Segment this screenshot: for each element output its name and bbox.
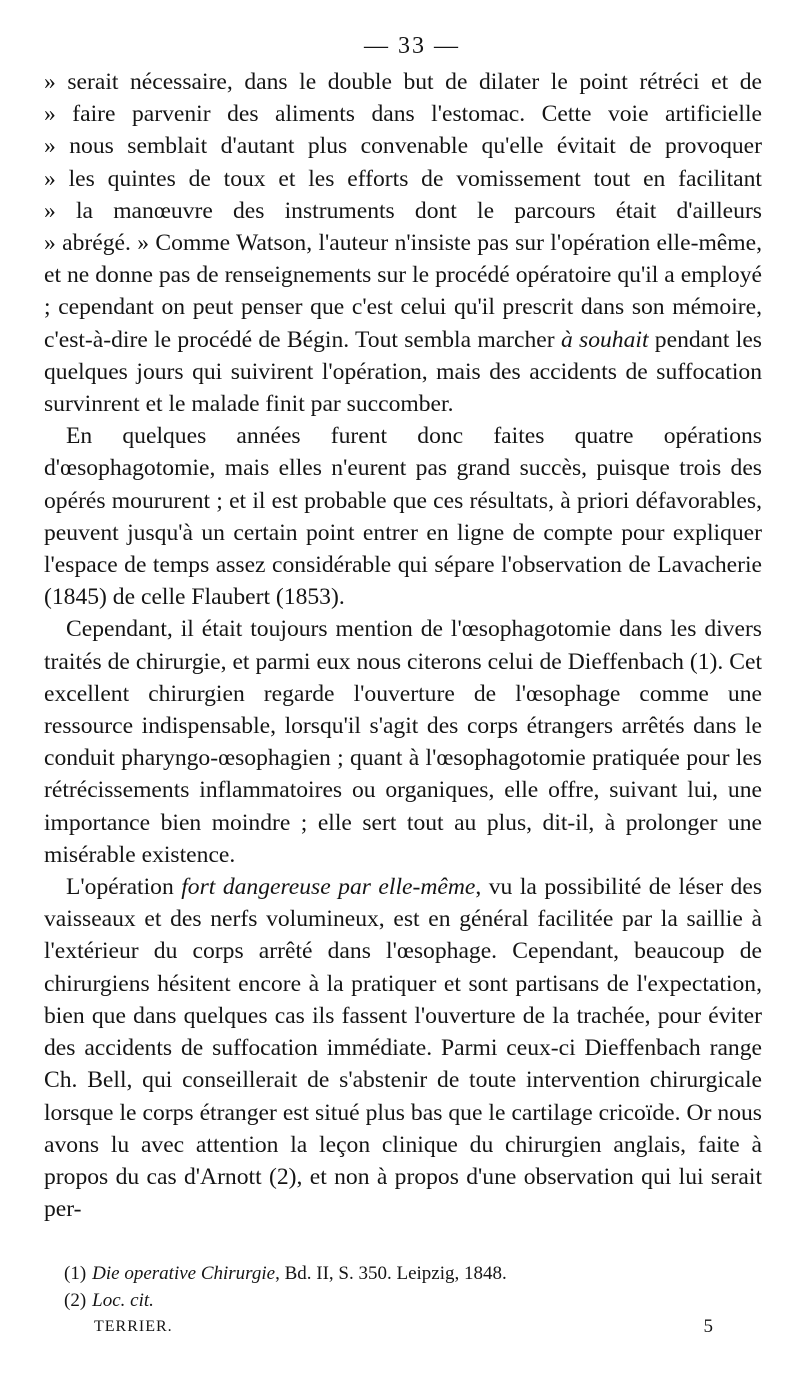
paragraph-quote-continuation	[44, 66, 762, 420]
text-run: pendant les quelques jours qui suivirent l'opération, mais des accidents de suffocation survinrent et le malade finit par succomber.	[44, 326, 762, 418]
body-text	[44, 66, 762, 1225]
paragraph-operation-danger	[44, 871, 762, 1225]
italic-phrase: à souhait	[560, 326, 649, 353]
text-line: » serait nécessaire, dans le double but de dilater le point rétréci et de	[44, 69, 762, 95]
text-run: L'opération	[66, 874, 182, 901]
footnote-2	[64, 1287, 507, 1314]
paragraph-oesophagotomy-results: En quelques années furent donc faites quatre opérations d'œsophagotomie, mais elles n'eurent pas grand succès, puisque trois des opérés moururent ; et il est probable que ces résultats, à priori défavorables, peuvent jusqu'à un certain point entrer en ligne de compte pour expliquer l'espace de temps assez considérable qui sépare l'observation de Lavacherie (1845) de celle Flaubert (1853).	[44, 423, 762, 611]
footnote-mark: (1)	[64, 1263, 87, 1284]
paragraph-dieffenbach: Cependant, il était toujours mention de l'œsophagotomie dans les divers traités de chirurgie, et parmi eux nous citerons celui de Dieffenbach (1). Cet excellent chirurgien regarde l'ouverture de l'œsophage comme une ressource indispensable, lorsqu'il s'agit des corps étrangers arrêtés dans le conduit pharyngo-œsophagien ; quant à l'œsophagotomie pratiquée pour les rétrécissements inflammatoires ou organiques, elle offre, suivant lui, une importance bien moindre ; elle sert tout au plus, dit-il, à prolonger une misérable existence.	[44, 616, 762, 868]
signature-line	[94, 1318, 714, 1336]
text-block	[44, 227, 762, 420]
text-line: » la manœuvre des instruments dont le parcours était d'ailleurs	[44, 197, 762, 224]
footnote-1	[64, 1260, 507, 1287]
footnote-title: Die operative Chirurgie	[92, 1263, 276, 1284]
footnote-mark: (2)	[64, 1290, 87, 1311]
text-run: » abrégé. » Comme Watson, l'auteur n'insiste pas sur l'opération elle-même, et ne donne pas de renseignements sur le procédé opératoire qu'il a employé ; cependant on peut penser que c'est celui qu'il prescrit dans son mémoire, c'est-à-dire le procédé de Bégin. Tout sembla marcher	[44, 230, 762, 353]
signature-label: TERRIER.	[94, 1318, 173, 1335]
text-line: » nous semblait d'autant plus convenable qu'elle évitait de provoquer	[44, 133, 762, 160]
text-run: , vu la possibilité de léser des vaisseaux et des nerfs volumineux, est en général facilitée par la saillie à l'extérieur du corps arrêté dans l'œsophage. Cependant, beaucoup de chirurgiens hésitent encore à la pratiquer et sont partisans de l'expectation, bien que dans quelques cas ils fassent l'ouverture de la trachée, pour éviter des accidents de suffocation immédiate. Parmi ceux-ci Dieffenbach range Ch. Bell, qui conseillerait de s'abstenir de toute intervention chirurgicale lorsque le corps étranger est situé plus bas que le cartilage cricoïde. Or nous avons lu avec attention la leçon clinique du chirurgien anglais, faite à propos du cas d'Arnott (2), et non à propos d'une observation qui lui serait per-	[44, 874, 763, 1223]
signature-number: 5	[703, 1316, 714, 1337]
text-line: » faire parvenir des aliments dans l'estomac. Cette voie artificielle	[44, 101, 762, 128]
footnote-text: , Bd. II, S. 350. Leipzig, 1848.	[275, 1263, 507, 1284]
page-number: — 33 —	[364, 33, 460, 59]
text-line: » les quintes de toux et les efforts de vomissement tout en facilitant	[44, 165, 762, 192]
italic-phrase: fort dangereuse par elle-même	[181, 874, 476, 901]
footnotes	[64, 1260, 507, 1314]
footnote-title: Loc. cit.	[92, 1290, 154, 1311]
